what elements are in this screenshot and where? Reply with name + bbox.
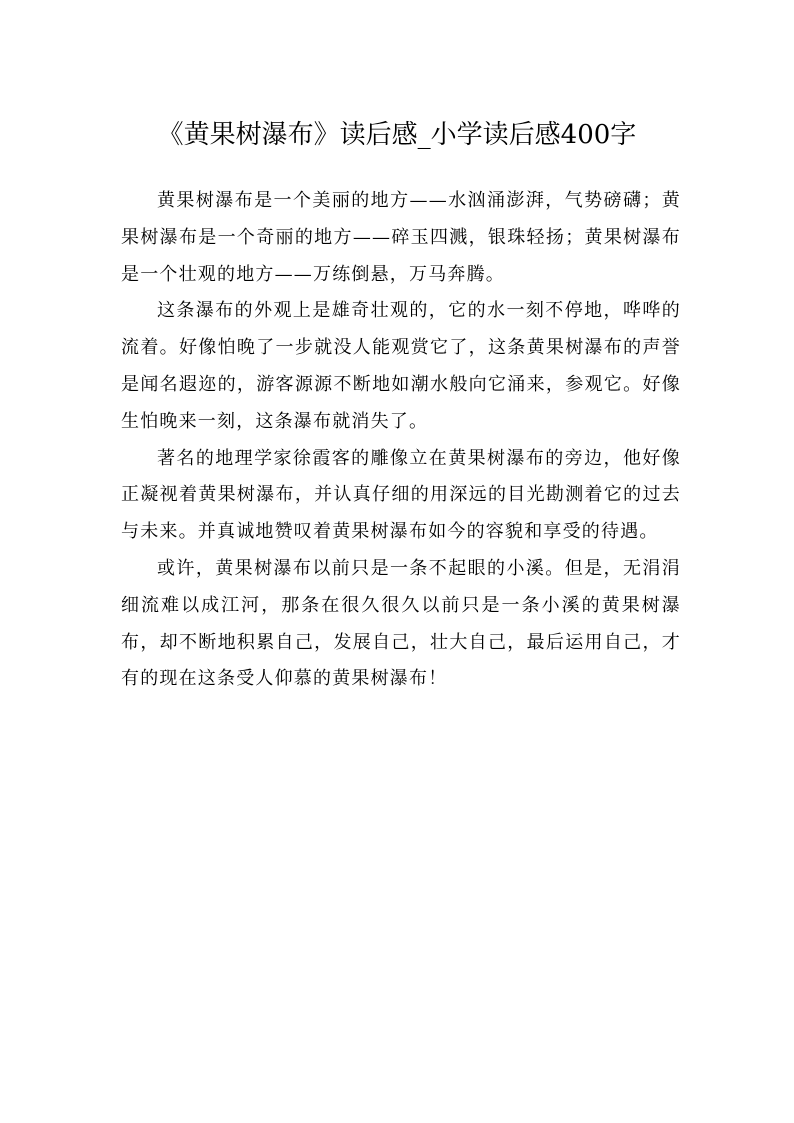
document-body	[121, 183, 681, 698]
paragraph-3: 著名的地理学家徐霞客的雕像立在黄果树瀑布的旁边，他好像正凝视着黄果树瀑布，并认真仔细的用深远的目光勘测着它的过去与未来。并真诚地赞叹着黄果树瀑布如今的容貌和享受的待遇。	[121, 447, 681, 543]
page-title: 《黄果树瀑布》读后感_小学读后感400字	[157, 120, 637, 151]
paragraph-2: 这条瀑布的外观上是雄奇壮观的，它的水一刻不停地，哗哗的流着。好像怕晚了一步就没人能观赏它了，这条黄果树瀑布的声誉是闻名遐迩的，游客源源不断地如潮水般向它涌来，参观它。好像生怕晚来一刻，这条瀑布就消失了。	[121, 300, 681, 432]
paragraph-4: 或许，黄果树瀑布以前只是一条不起眼的小溪。但是，无涓涓细流难以成江河，那条在很久很久以前只是一条小溪的黄果树瀑布，却不断地积累自己，发展自己，壮大自己，最后运用自己，才有的现在这条受人仰慕的黄果树瀑布！	[121, 557, 681, 690]
paragraph-1: 黄果树瀑布是一个美丽的地方——水汹涌澎湃，气势磅礴；黄果树瀑布是一个奇丽的地方——碎玉四溅，银珠轻扬；黄果树瀑布是一个壮观的地方——万练倒悬，万马奔腾。	[121, 190, 681, 285]
